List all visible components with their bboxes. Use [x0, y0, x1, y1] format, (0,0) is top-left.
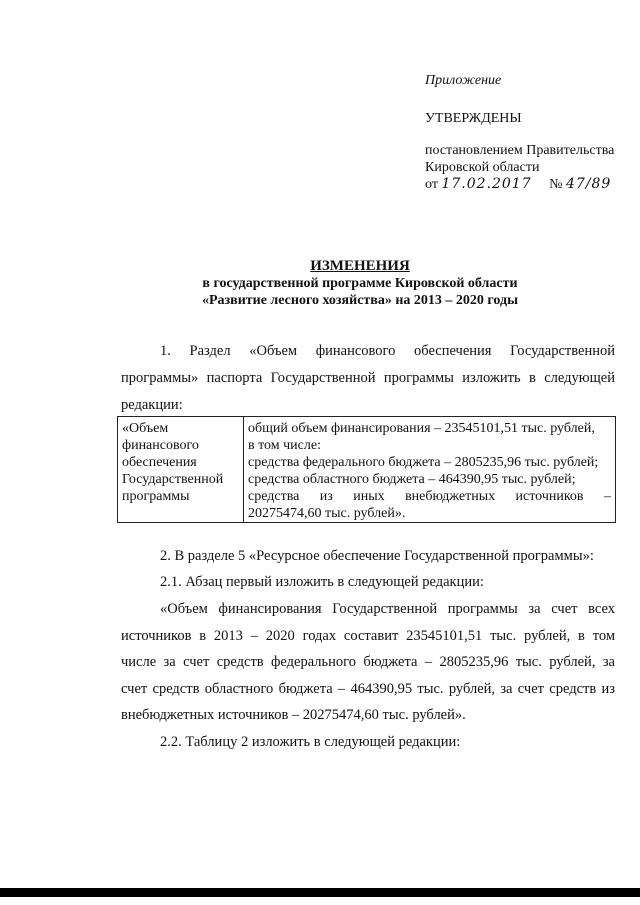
left-cell-line: программы: [122, 489, 190, 504]
right-cell-line: средства областного бюджета – 464390,95 тыс. рублей;: [248, 472, 576, 487]
section2-p3-line-2: источников в 2013 – 2020 годах составит 23545101,51 тыс. рублей, в том: [121, 628, 615, 644]
approved-label: УТВЕРЖДЕНЫ: [425, 111, 522, 126]
decree-line-1: постановлением Правительства: [425, 143, 615, 158]
left-cell-line: Государственной: [122, 472, 224, 487]
right-cell-line: 20275474,60 тыс. рублей».: [248, 506, 406, 521]
section1-line-1: 1. Раздел «Объем финансового обеспечения Государственной: [160, 343, 615, 359]
section2-paragraph-2: 2.1. Абзац первый изложить в следующей редакции:: [160, 574, 484, 590]
appendix-label: Приложение: [425, 73, 502, 88]
left-cell-line: «Объем: [122, 421, 169, 436]
section2-paragraph-4: 2.2. Таблицу 2 изложить в следующей редакции:: [160, 734, 461, 750]
section2-p3-line-3: числе за счет средств федерального бюджета – 2805235,96 тыс. рублей, за: [121, 654, 615, 670]
section1-line-2: программы» паспорта Государственной программы изложить в следующей: [121, 370, 615, 386]
section2-p3-line-4: счет средств областного бюджета – 464390,95 тыс. рублей, за счет средств из: [121, 681, 615, 697]
financing-table: [117, 416, 616, 523]
table-right-cell: [244, 417, 615, 522]
handwritten-number: 47/89: [565, 176, 612, 192]
title-line-2: в государственной программе Кировской области: [202, 276, 518, 291]
scan-edge-bar: [0, 888, 640, 897]
decree-date-line: [425, 176, 611, 193]
right-cell-line: общий объем финансирования – 23545101,51 тыс. рублей,: [248, 421, 595, 436]
left-cell-line: финансового: [122, 438, 199, 453]
date-prefix: от: [425, 177, 438, 192]
right-cell-line: средства из иных внебюджетных источников –: [248, 489, 611, 504]
document-title: ИЗМЕНЕНИЯ: [310, 258, 410, 274]
left-cell-line: обеспечения: [122, 455, 197, 470]
right-cell-line: в том числе:: [248, 438, 321, 453]
section1-line-3: редакции:: [121, 397, 183, 413]
right-cell-line: средства федерального бюджета – 2805235,96 тыс. рублей;: [248, 455, 599, 470]
section2-p3-line-1: «Объем финансирования Государственной программы за счет всех: [160, 601, 615, 617]
section2-paragraph-1: 2. В разделе 5 «Ресурсное обеспечение Государственной программы»:: [160, 548, 594, 564]
title-line-3: «Развитие лесного хозяйства» на 2013 – 2020 годы: [201, 293, 519, 308]
number-prefix: №: [549, 177, 563, 192]
section2-p3-line-5: внебюджетных источников – 20275474,60 тыс. рублей».: [121, 707, 466, 723]
decree-line-2: Кировской области: [425, 160, 540, 175]
table-left-cell: [118, 417, 244, 522]
handwritten-date: 17.02.2017: [441, 176, 532, 192]
